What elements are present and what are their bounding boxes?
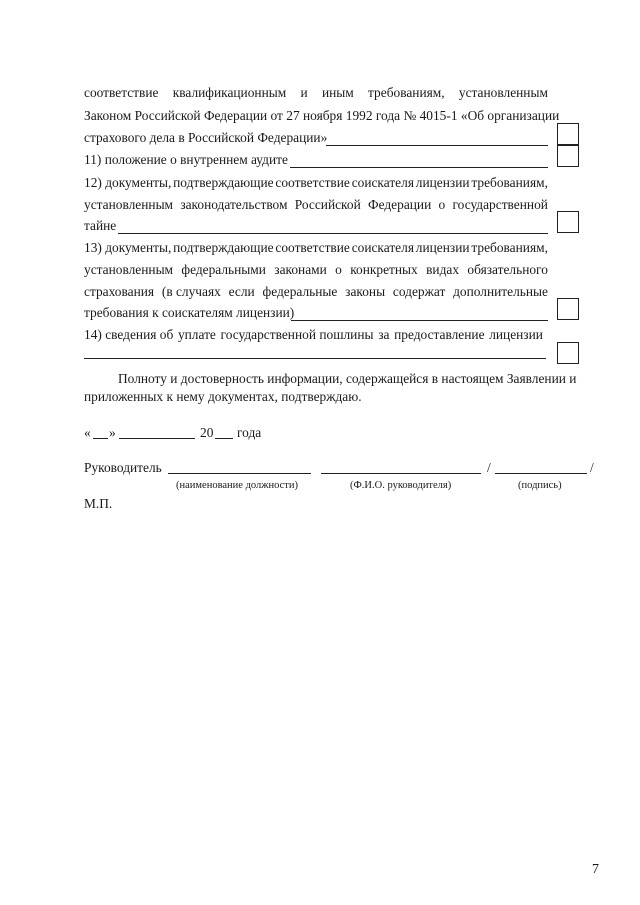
item10-line1 [84, 85, 548, 101]
item12-checkbox[interactable] [557, 211, 579, 233]
text: обязательного [467, 262, 548, 277]
stamp-place-label: М.П. [84, 496, 113, 511]
position-field[interactable] [168, 473, 311, 474]
item13-line4: требования к соискателям лицензии) [84, 305, 295, 320]
date-year-field[interactable] [215, 438, 233, 439]
text: подтверждающие [173, 240, 274, 255]
text: Федерации [368, 197, 432, 212]
text: предоставление [394, 327, 485, 342]
text: подтверждающие [173, 175, 274, 190]
item12-line2 [84, 197, 548, 213]
text: видах [426, 262, 460, 277]
item13-fill-line[interactable] [291, 320, 548, 321]
text: лицензии [415, 175, 470, 190]
item10-line2: Законом Российской Федерации от 27 ноября 1992 года № 4015-1 «Об организации [84, 108, 560, 123]
text: и [300, 85, 308, 100]
text: иным [321, 85, 354, 100]
text: федеральные [262, 284, 338, 299]
item11-text: 11) положение о внутреннем аудите [84, 152, 288, 167]
signature-label: Руководитель [84, 460, 162, 475]
text: дополнительные [453, 284, 548, 299]
text: требованиям, [471, 240, 548, 255]
sign-field[interactable] [495, 473, 587, 474]
text: уплате [177, 327, 216, 342]
fio-field[interactable] [321, 473, 481, 474]
text: государственной [452, 197, 548, 212]
item13-line3 [84, 284, 548, 300]
item12-line3: тайне [84, 218, 117, 233]
text: соискателя [351, 240, 414, 255]
text: законы [345, 284, 386, 299]
text: соответствие [84, 85, 159, 100]
item10-line3: страхового дела в Российской Федерации» [84, 130, 328, 145]
text: государственной пошлины [220, 327, 374, 342]
date-open-quote: « [84, 425, 91, 440]
date-year-suffix: года [237, 425, 262, 440]
fio-caption: (Ф.И.О. руководителя) [350, 480, 452, 491]
text: установленным [458, 85, 548, 100]
text: соискателя [351, 175, 414, 190]
text: лицензии [415, 240, 470, 255]
text: квалификационным [172, 85, 287, 100]
text: установленным [84, 262, 174, 277]
item13-line1 [84, 240, 548, 256]
position-caption: (наименование должности) [176, 480, 299, 491]
text: лицензии [489, 327, 543, 342]
signature-slash-right: / [590, 460, 594, 475]
text: о [438, 197, 446, 212]
text: страхования [84, 284, 155, 299]
text: о [335, 262, 342, 277]
text: законами [274, 262, 327, 277]
confirm-line2: приложенных к нему документах, подтверждаю. [84, 389, 362, 404]
item12-line1 [84, 175, 548, 191]
date-day-field[interactable] [93, 438, 108, 439]
item13-checkbox[interactable] [557, 298, 579, 320]
item14-line1 [84, 327, 543, 343]
text: за [378, 327, 390, 342]
item10-fill-line[interactable] [326, 145, 548, 146]
item14-checkbox[interactable] [557, 342, 579, 364]
text: 12) документы, [84, 175, 172, 190]
item14-fill-line[interactable] [84, 358, 546, 359]
signature-slash-left: / [487, 460, 491, 475]
text: содержат [392, 284, 446, 299]
date-year-prefix: 20 [200, 425, 214, 440]
date-month-field[interactable] [119, 438, 195, 439]
item11-fill-line[interactable] [290, 167, 548, 168]
text: законодательством [180, 197, 288, 212]
text: Российской [294, 197, 361, 212]
item12-fill-line[interactable] [118, 233, 548, 234]
text: требованиям, [471, 175, 548, 190]
item10-checkbox[interactable] [557, 123, 579, 145]
item11-checkbox[interactable] [557, 145, 579, 167]
item13-line2 [84, 262, 548, 278]
text: соответствие [275, 240, 350, 255]
date-close-quote: » [109, 425, 116, 440]
text: требованиям, [368, 85, 445, 100]
text: установленным [84, 197, 174, 212]
text: если [228, 284, 255, 299]
text: 13) документы, [84, 240, 172, 255]
text: соответствие [275, 175, 350, 190]
text: (в случаях [161, 284, 221, 299]
page-number: 7 [592, 862, 599, 877]
text: 14) сведения об [84, 327, 174, 342]
text: федеральными [181, 262, 266, 277]
text: конкретных [350, 262, 418, 277]
confirm-line1: Полноту и достоверность информации, содержащейся в настоящем Заявлении и [118, 371, 577, 386]
sign-caption: (подпись) [518, 480, 562, 491]
